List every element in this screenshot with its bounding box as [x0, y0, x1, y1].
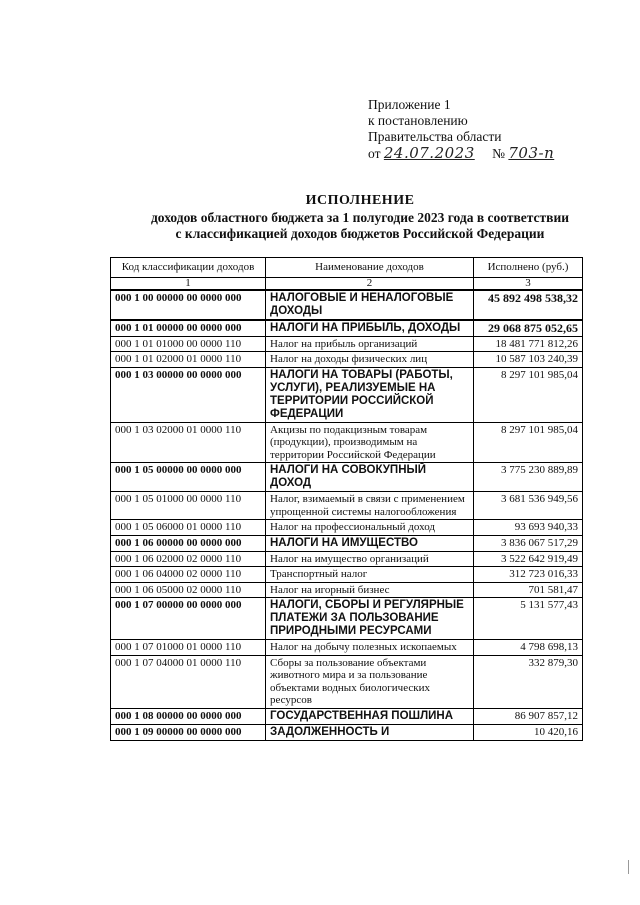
row-code: 000 1 03 00000 00 0000 000 [111, 367, 266, 422]
row-value: 18 481 771 812,26 [474, 336, 583, 352]
row-value: 29 068 875 052,65 [474, 320, 583, 337]
row-code: 000 1 09 00000 00 0000 000 [111, 724, 266, 740]
row-name: ГОСУДАРСТВЕННАЯ ПОШЛИНА [266, 708, 474, 724]
row-code: 000 1 06 00000 00 0000 000 [111, 535, 266, 551]
revenue-table [110, 257, 583, 741]
table-header-row [111, 258, 583, 278]
row-name: Акцизы по подакцизным товарам (продукции), производимым на территории Российской Федерации [266, 422, 474, 463]
row-name: Налог на профессиональный доход [266, 520, 474, 536]
handwritten-date: 24.07.2023 [383, 144, 475, 162]
row-value: 45 892 498 538,32 [474, 290, 583, 320]
appendix-date-line [368, 145, 554, 162]
table-row [111, 320, 583, 337]
row-value: 312 723 016,33 [474, 567, 583, 583]
row-code: 000 1 00 00000 00 0000 000 [111, 290, 266, 320]
row-name: НАЛОГИ НА ТОВАРЫ (РАБОТЫ, УСЛУГИ), РЕАЛИЗУЕМЫЕ НА ТЕРРИТОРИИ РОССИЙСКОЙ ФЕДЕРАЦИИ [266, 367, 474, 422]
header-value: Исполнено (руб.) [474, 258, 583, 278]
table-row [111, 655, 583, 708]
row-value: 10 420,16 [474, 724, 583, 740]
table-row [111, 290, 583, 320]
row-code: 000 1 05 06000 01 0000 110 [111, 520, 266, 536]
row-value: 5 131 577,43 [474, 598, 583, 640]
row-name: Налог на прибыль организаций [266, 336, 474, 352]
row-code: 000 1 01 00000 00 0000 000 [111, 320, 266, 337]
row-code: 000 1 06 04000 02 0000 110 [111, 567, 266, 583]
column-number: 1 [111, 277, 266, 290]
row-name: Налог на добычу полезных ископаемых [266, 640, 474, 656]
from-label: от [368, 146, 381, 161]
row-code: 000 1 05 01000 00 0000 110 [111, 492, 266, 520]
table-row [111, 367, 583, 422]
scan-edge-mark [628, 860, 629, 874]
row-code: 000 1 05 00000 00 0000 000 [111, 463, 266, 492]
row-code: 000 1 06 02000 02 0000 110 [111, 551, 266, 567]
column-number: 2 [266, 277, 474, 290]
table-row [111, 463, 583, 492]
table-row [111, 724, 583, 740]
header-code: Код классификации доходов [111, 258, 266, 278]
number-label: № [492, 146, 506, 161]
table-row [111, 336, 583, 352]
row-name: НАЛОГИ НА ИМУЩЕСТВО [266, 535, 474, 551]
row-value: 10 587 103 240,39 [474, 352, 583, 368]
title-line-3: с классификацией доходов бюджетов Российской Федерации [175, 226, 545, 241]
row-value: 3 522 642 919,49 [474, 551, 583, 567]
handwritten-number: 703-п [508, 144, 555, 162]
table-row [111, 567, 583, 583]
row-code: 000 1 07 04000 01 0000 110 [111, 655, 266, 708]
row-code: 000 1 06 05000 02 0000 110 [111, 582, 266, 598]
row-name: Налог на игорный бизнес [266, 582, 474, 598]
row-value: 4 798 698,13 [474, 640, 583, 656]
header-name: Наименование доходов [266, 258, 474, 278]
column-number: 3 [474, 277, 583, 290]
appendix-line-2: к постановлению [368, 113, 468, 128]
row-name: ЗАДОЛЖЕННОСТЬ И [266, 724, 474, 740]
appendix-line-3: Правительства области [368, 129, 502, 144]
table-row [111, 640, 583, 656]
column-number-row [111, 277, 583, 290]
title-line-2: доходов областного бюджета за 1 полугодие 2023 года в соответствии [150, 210, 570, 225]
row-value: 86 907 857,12 [474, 708, 583, 724]
table-row [111, 708, 583, 724]
appendix-block [368, 97, 554, 162]
title-heading: ИСПОЛНЕНИЕ [305, 193, 415, 208]
row-value: 332 879,30 [474, 655, 583, 708]
table-row [111, 492, 583, 520]
row-name: Сборы за пользование объектами животного мира и за пользование объектами водных биологических ресурсов [266, 655, 474, 708]
row-name: Налог, взимаемый в связи с применением упрощенной системы налогообложения [266, 492, 474, 520]
row-code: 000 1 07 00000 00 0000 000 [111, 598, 266, 640]
row-value: 3 681 536 949,56 [474, 492, 583, 520]
row-name: НАЛОГИ НА ПРИБЫЛЬ, ДОХОДЫ [266, 320, 474, 337]
row-code: 000 1 07 01000 01 0000 110 [111, 640, 266, 656]
table-row [111, 520, 583, 536]
table-row [111, 352, 583, 368]
appendix-line-1: Приложение 1 [368, 97, 451, 112]
row-code: 000 1 01 01000 00 0000 110 [111, 336, 266, 352]
row-name: Налог на доходы физических лиц [266, 352, 474, 368]
document-title [90, 193, 630, 242]
row-code: 000 1 08 00000 00 0000 000 [111, 708, 266, 724]
row-name: Транспортный налог [266, 567, 474, 583]
row-name: НАЛОГИ НА СОВОКУПНЫЙ ДОХОД [266, 463, 474, 492]
table-row [111, 551, 583, 567]
table-row [111, 535, 583, 551]
row-value: 3 775 230 889,89 [474, 463, 583, 492]
row-value: 8 297 101 985,04 [474, 422, 583, 463]
row-code: 000 1 03 02000 01 0000 110 [111, 422, 266, 463]
row-value: 93 693 940,33 [474, 520, 583, 536]
table-row [111, 598, 583, 640]
row-value: 8 297 101 985,04 [474, 367, 583, 422]
row-name: НАЛОГИ, СБОРЫ И РЕГУЛЯРНЫЕ ПЛАТЕЖИ ЗА ПОЛЬЗОВАНИЕ ПРИРОДНЫМИ РЕСУРСАМИ [266, 598, 474, 640]
row-value: 3 836 067 517,29 [474, 535, 583, 551]
row-name: Налог на имущество организаций [266, 551, 474, 567]
table-row [111, 422, 583, 463]
table-row [111, 582, 583, 598]
row-value: 701 581,47 [474, 582, 583, 598]
row-code: 000 1 01 02000 01 0000 110 [111, 352, 266, 368]
row-name: НАЛОГОВЫЕ И НЕНАЛОГОВЫЕ ДОХОДЫ [266, 290, 474, 320]
